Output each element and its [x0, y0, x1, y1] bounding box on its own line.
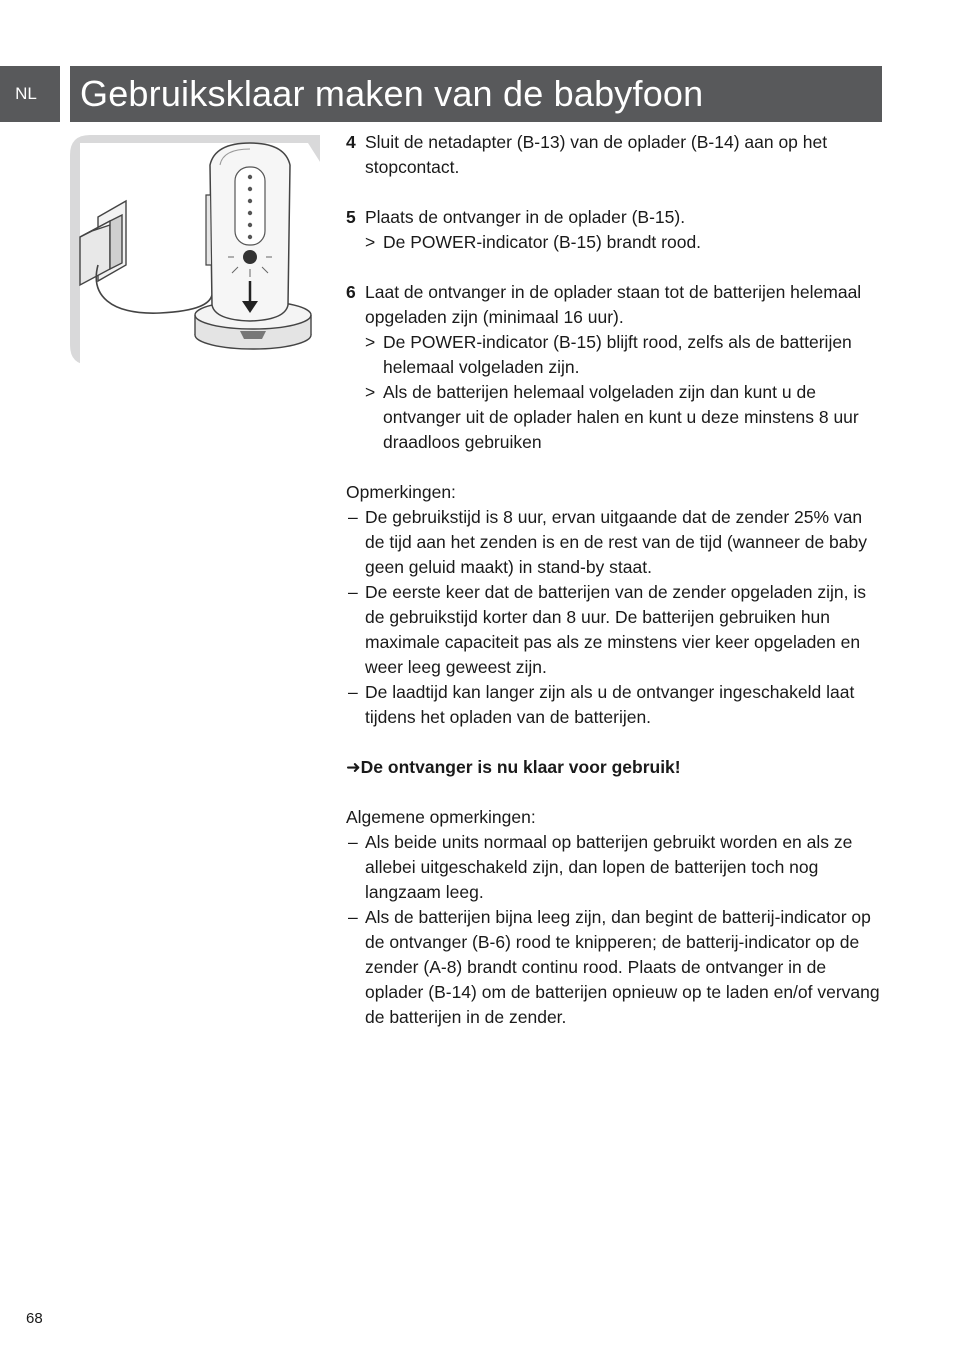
result-marker: > — [365, 332, 376, 352]
step-4 — [346, 130, 886, 180]
remark-text: Als de batterijen bijna leeg zijn, dan begint de batterij-indicator op de ontvanger (B-6) rood te knipperen; de batterij-indicator op de zender (A-8) brandt continu rood. Plaats de ontvanger in de oplader (B-14) om de batterijen opnieuw op te laden en/of vervang de batterijen in de zender. — [365, 907, 880, 1027]
dash-marker: – — [348, 832, 358, 852]
step-number: 6 — [346, 282, 356, 302]
step-text: Plaats de ontvanger in de oplader (B-15). — [365, 207, 686, 227]
step-result — [365, 330, 886, 380]
general-remark-item — [346, 830, 886, 905]
ready-statement — [346, 755, 886, 780]
remark-text: De laadtijd kan langer zijn als u de ontvanger ingeschakeld laat tijdens het opladen van de batterijen. — [365, 682, 855, 727]
step-text: Laat de ontvanger in de oplader staan tot de batterijen helemaal opgeladen zijn (minimaal 16 uur). — [365, 282, 862, 327]
remark-item — [346, 580, 886, 680]
step-result — [365, 230, 886, 255]
language-label: NL — [15, 84, 37, 103]
dash-marker: – — [348, 507, 358, 527]
receiver-unit — [206, 143, 290, 321]
remark-text: De gebruikstijd is 8 uur, ervan uitgaande dat de zender 25% van de tijd aan het zenden is en de rest van de tijd (wanneer de baby geen geluid maakt) in stand-by staat. — [365, 507, 868, 577]
arrow-icon: ➜ — [346, 757, 361, 777]
charger-illustration — [70, 135, 320, 365]
step-number: 5 — [346, 207, 356, 227]
page-title: Gebruiksklaar maken van de babyfoon — [80, 73, 704, 114]
title-bar — [70, 66, 882, 122]
general-remarks-heading: Algemene opmerkingen: — [346, 807, 536, 827]
step-result — [365, 380, 886, 455]
remark-text: Als beide units normaal op batterijen gebruikt worden en als ze allebei uitgeschakeld zijn, dan lopen de batterijen toch nog langzaam leeg. — [365, 832, 853, 902]
dash-marker: – — [348, 907, 358, 927]
dash-marker: – — [348, 682, 358, 702]
page-number: 68 — [26, 1310, 43, 1327]
dash-marker: – — [348, 582, 358, 602]
result-text: Als de batterijen helemaal volgeladen zijn dan kunt u de ontvanger uit de oplader halen en kunt u deze minstens 8 uur draadloos gebruiken — [383, 382, 859, 452]
step-5 — [346, 205, 886, 255]
result-text: De POWER-indicator (B-15) brandt rood. — [383, 232, 702, 252]
step-number: 4 — [346, 132, 356, 152]
general-remark-item — [346, 905, 886, 1030]
step-text: Sluit de netadapter (B-13) van de oplader (B-14) aan op het stopcontact. — [365, 132, 828, 177]
step-6 — [346, 280, 886, 455]
result-marker: > — [365, 232, 376, 252]
result-text: De POWER-indicator (B-15) blijft rood, zelfs als de batterijen helemaal volgeladen zijn. — [383, 332, 852, 377]
remark-item — [346, 505, 886, 580]
remark-text: De eerste keer dat de batterijen van de zender opgeladen zijn, is de gebruikstijd korter dan 8 uur. De batterijen gebruiken hun maximale capaciteit pas als ze minstens vier keer opgeladen en weer leeg geweest zijn. — [365, 582, 867, 677]
content-column — [346, 130, 886, 1030]
language-tab — [0, 66, 60, 122]
result-marker: > — [365, 382, 376, 402]
remarks-heading: Opmerkingen: — [346, 482, 456, 502]
ready-text: De ontvanger is nu klaar voor gebruik! — [360, 757, 681, 777]
remark-item — [346, 680, 886, 730]
